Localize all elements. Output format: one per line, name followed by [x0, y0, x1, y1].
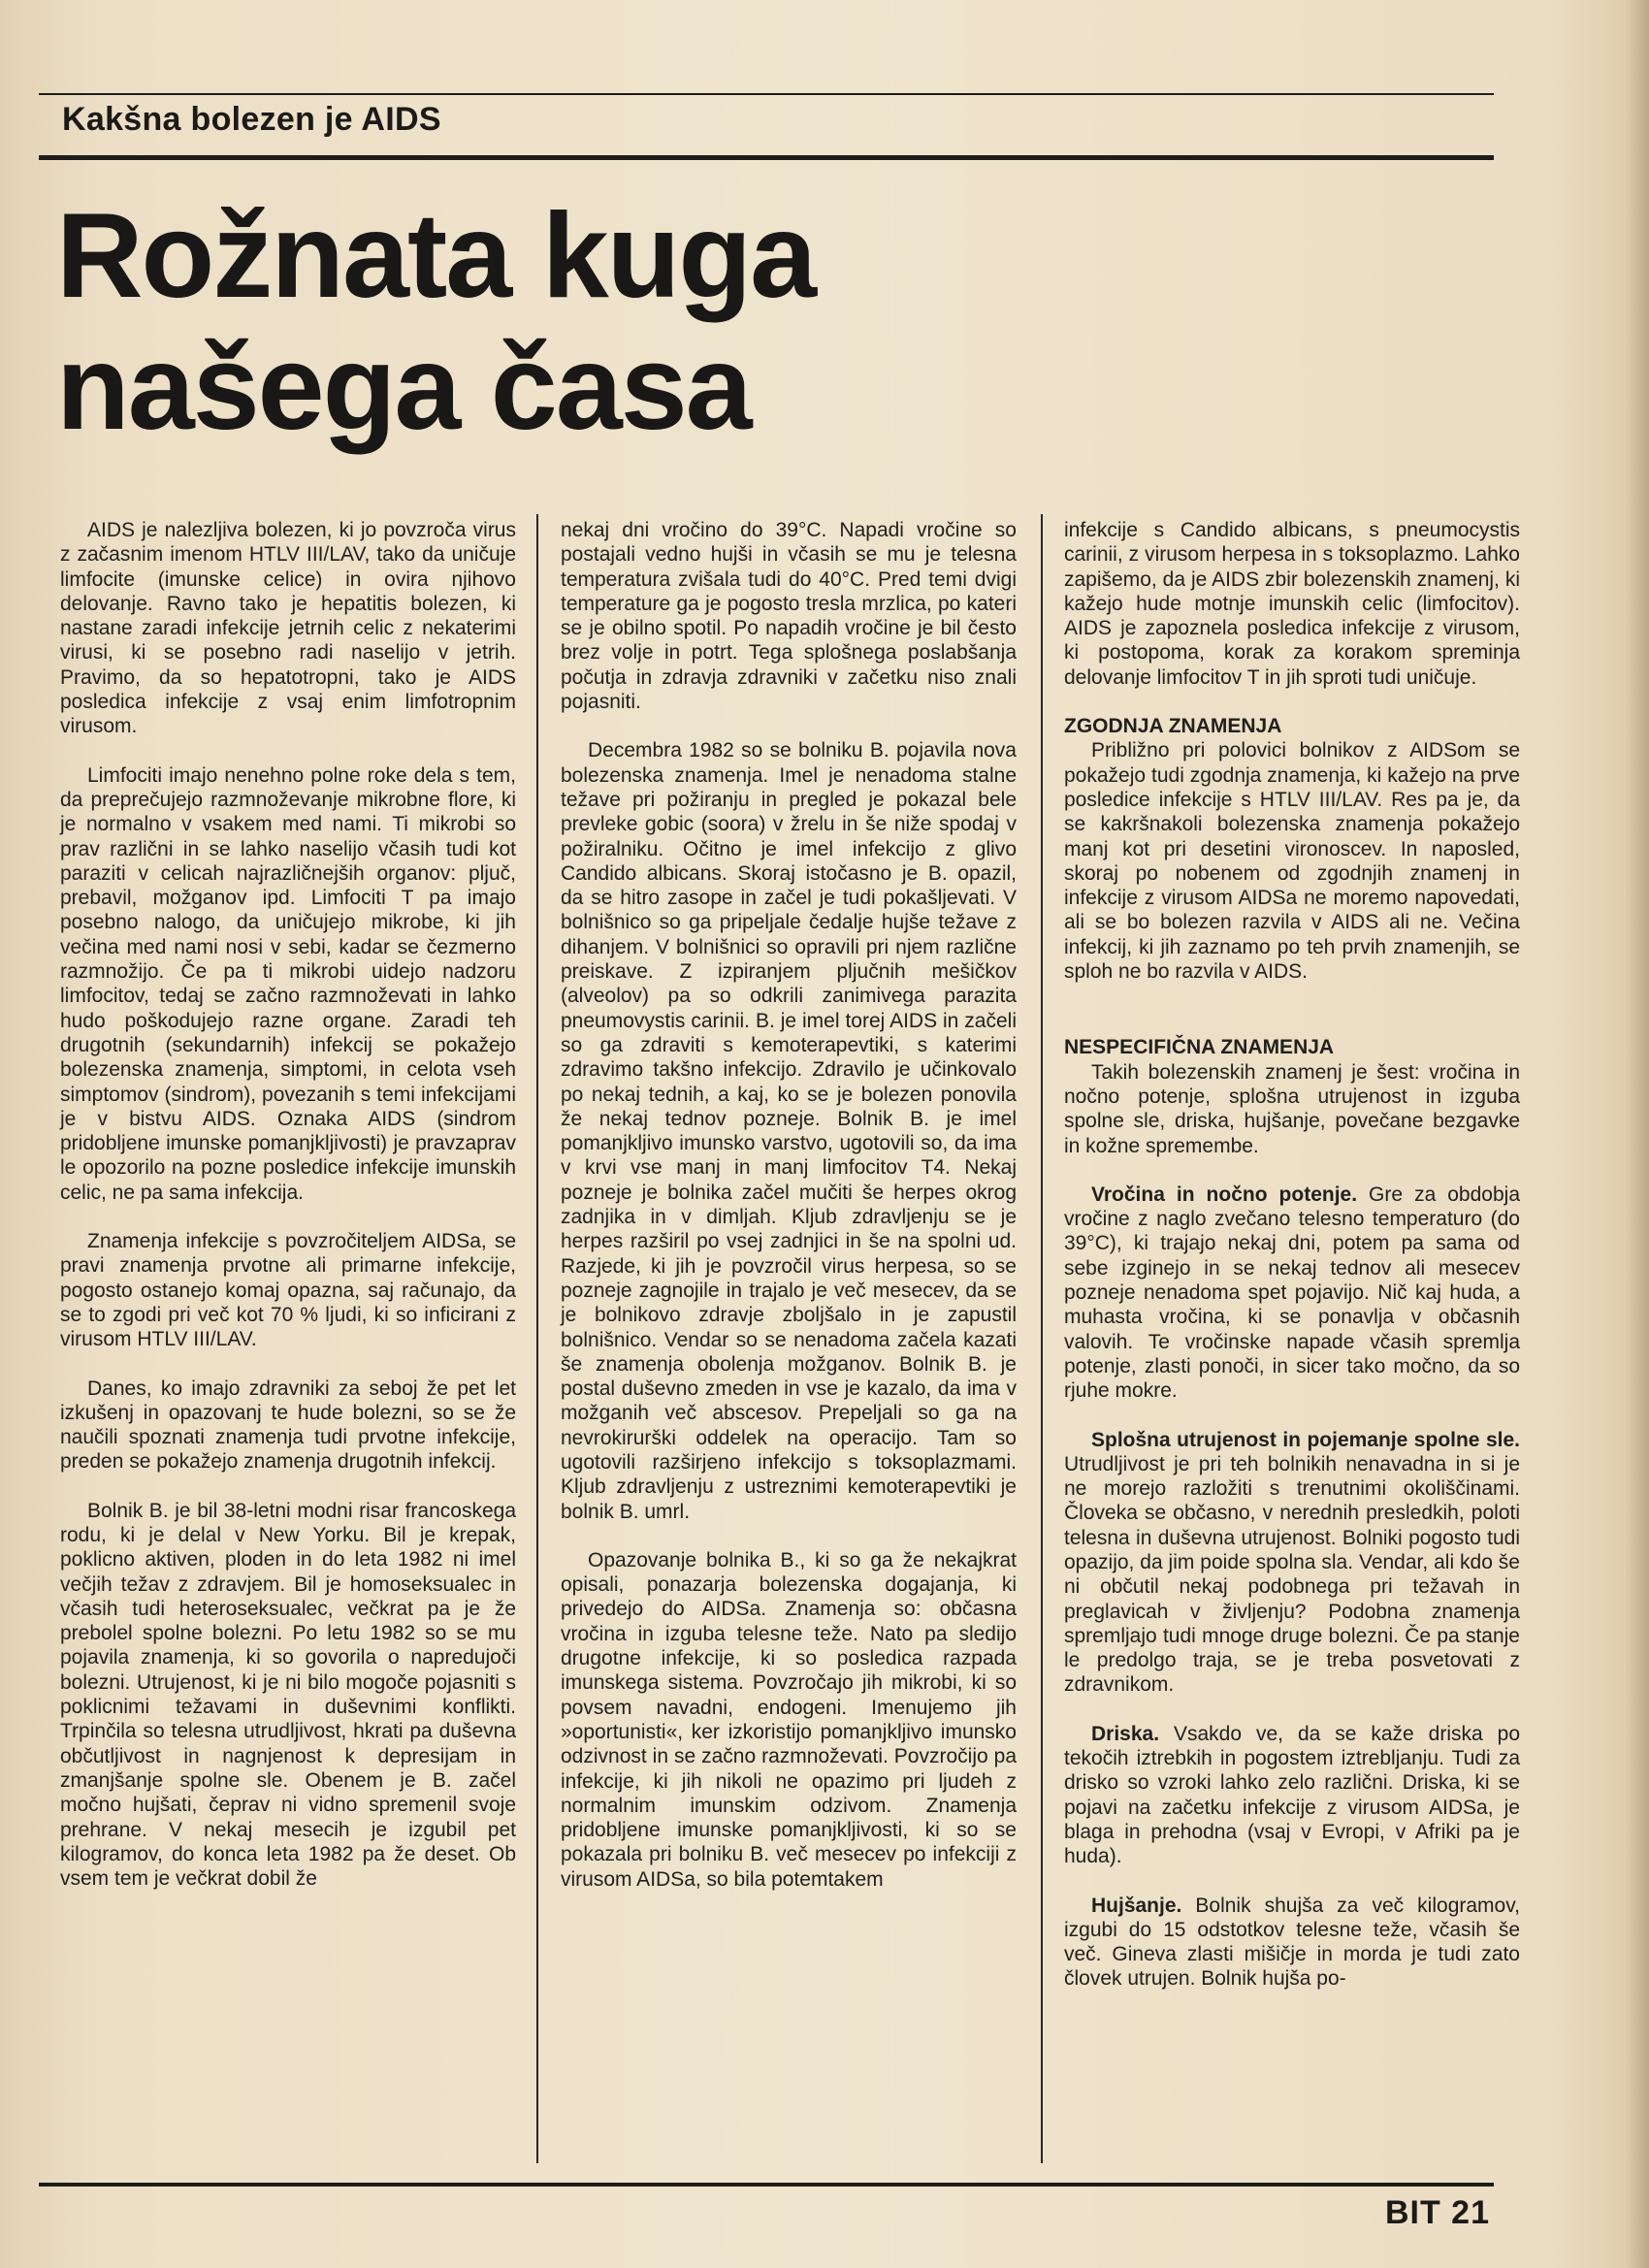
run-in-heading: Hujšanje. [1091, 1894, 1182, 1917]
paragraph: Danes, ko imajo zdravniki za seboj že pet let izkušenj in opazovanj te hude bolezni, so se že naučili spoznati znamenja tudi prvotne infekcije, preden se pokažejo znamenja drugotnih infekcij. [60, 1377, 516, 1474]
paragraph: nekaj dni vročino do 39°C. Napadi vročine so postajali vedno hujši in včasih se mu je telesna temperatura zvišala tudi do 40°C. Pred temi dvigi temperature ga je pogosto tresla mrzlica, po kateri se je obilno spotil. Po napadih vročine je bil često brez volje in potrt. Tega splošnega poslabšanja počutja in zdravja zdravniki v začetku niso znali pojasniti. [561, 519, 1017, 714]
run-in-text: Gre za obdobja vročine z naglo zvečano telesno temperaturo (do 39°C), ki trajajo nekaj dni, potem pa sama od sebe izginejo in se nekaj tednov ali mesecev pozneje nenadoma spet pojavijo. Nič kaj huda, a muhasta vročina, ki se ponavlja v občasnih valovih. Te vročinske napade včasih spremlja potenje, zlasti ponoči, in sicer tako močno, da so rjuhe mokre. [1064, 1183, 1520, 1403]
page-footer [1385, 2194, 1490, 2232]
paragraph-hujsanje [1064, 1894, 1520, 1992]
paragraph: infekcije s Candido albicans, s pneumocystis carinii, z virusom herpesa in s toksoplazmo. Lahko zapišemo, da je AIDS zbir bolezenskih znamenj, ki kažejo hude motnje imunskih celic (limfocitov). AIDS je zapoznela posledica infekcije z virusom, ki postopoma, korak za korakom spreminja delovanje limfocitov T in jih sproti tudi uničuje. [1064, 519, 1520, 689]
paragraph-vrocina [1064, 1183, 1520, 1404]
top-rule [39, 93, 1494, 95]
kicker-rule [39, 155, 1494, 160]
run-in-text: Utrudljivost je pri teh bolnikih nenavadna in si je ne morejo razložiti s trenutnimi okoliščinami. Človeka se občasno, v nerednih presledkih, poloti telesna in duševna utrujenost. Bolniki pogosto tudi opazijo, da jim poide spolna sla. Vendar, ali kdo še ni občutil nekaj podobnega pri težavah in preglavicah v življenju? Podobna znamenja spremljajo tudi mnoge druge bolezni. Če pa stanje le predolgo traja, se je treba posvetovati z zdravnikom. [1064, 1452, 1520, 1697]
article-column-3 [1064, 518, 1520, 2016]
run-in-text: Bolnik shujša za več kilogramov, izgubi do 15 odstotkov telesne teže, včasih še več. Gineva zlasti mišičje in morda je tudi zato človek utrujen. Bolnik hujša po- [1064, 1894, 1520, 1991]
section-gap [1064, 1008, 1520, 1035]
column-divider-2 [1041, 514, 1043, 2163]
paragraph-utrujenost [1064, 1428, 1520, 1698]
paragraph: Limfociti imajo nenehno polne roke dela s tem, da preprečujejo razmnoževanje mikrobne flore, ki je normalno v vsakem med nami. Ti mikrobi so prav različni in se lahko naselijo včasih tudi kot paraziti v celicah najrazličnejših organov: pljuč, prebavil, možganov ipd. Limfociti T pa imajo posebno nalogo, da uničujejo mikrobe, ki jih večina med nami nosi v sebi, kadar se čezmerno razmnožijo. Če pa ti mikrobi uidejo nadzoru limfocitov, tedaj se začno razmnoževati in lahko hudo poškodujejo razne organe. Zaradi teh drugotnih (sekundarnih) infekcij se pokažejo bolezenska znamenja, simptomi, in celota vseh simptomov (sindrom), povezanih s temi infekcijami je v bistvu AIDS. Oznaka AIDS (sindrom pridobljene imunske pomanjkljivosti) je pravzaprav le opozorilo na pozne posledice infekcije imunskih celic, ne pa sama infekcija. [60, 763, 516, 1204]
column-divider-1 [536, 514, 538, 2163]
section-kicker: Kakšna bolezen je AIDS [62, 101, 441, 138]
page-edge-shadow [1624, 0, 1649, 2268]
paragraph: Decembra 1982 so se bolniku B. pojavila nova bolezenska znamenja. Imel je nenadoma stalne težave pri požiranju in pregled je pokazal bele prevleke gobic (soora) v žrelu in še niže spodaj v požiralniku. Očitno je imel infekcijo z glivo Candido albicans. Skoraj istočasno je B. opazil, da se hitro zasope in začel je tudi pokašljevati. V bolnišnico so ga pripeljale čedalje hujše težave z dihanjem. V bolnišnici so opravili pri njem različne preiskave. Z izpiranjem pljučnih mešičkov (alveolov) pa so odkrili zanimivega parazita pneumovystis carinii. B. je imel torej AIDS in začeli so ga zdraviti s kemoterapevtiki, s katerimi zdravimo takšno infekcijo. Zdravilo je učinkovalo po nekaj tednih, a kaj, ko se je bolezen ponovila že nekaj tednov pozneje. Bolnik B. je imel pomanjkljivo imunsko varstvo, ugotovili so, da ima v krvi vse manj in manj limfocitov T4. Nekaj pozneje je bolnika začel mučiti še herpes okrog zadnjika in v dimljah. Kljub zdravljenju se je herpes razširil po vsej zadnjici in še na spolni ud. Razjede, ki jih je povzročil virus herpesa, so se pozneje zagnojile in trajalo je več mesecev, da se je bolnikovo zdravje zboljšalo in je zapustil bolnišnico. Vendar so se nenadoma začela kazati še znamenja obolenja možganov. Bolnik B. je postal duševno zmeden in vse je kazalo, da ima v možganih več abscesov. Prepeljali so ga na nevrokirurški oddelek na operacijo. Tam so ugotovili razširjeno infekcijo s toksoplazmami. Kljub zdravljenju z ustreznimi kemoterapevtiki je bolnik B. umrl. [561, 739, 1017, 1523]
article-column-2 [561, 518, 1017, 1916]
paragraph: Bolnik B. je bil 38-letni modni risar francoskega rodu, ki je delal v New Yorku. Bil je krepak, poklicno aktiven, ploden in do leta 1982 ni imel večjih težav z zdravjem. Bil je homoseksualec in včasih tudi heteroseksualec, večkrat pa je že prebolel spolne bolezni. Po letu 1982 so se mu pojavila znamenja, ki so govorila o napredujoči bolezni. Utrujenost, ki je ni bilo mogoče pojasniti s poklicnimi težavami in duševnimi konflikti. Trpinčila so telesna utrudljivost, hkrati pa duševna občutljivost in nagnjenost k depresijam in zmanjšanje spolne sle. Obenem je B. začel močno hujšati, čeprav ni vidno spremenil svoje prehrane. V nekaj mesecih je izgubil pet kilogramov, do konca leta 1982 pa že deset. Ob vsem tem je večkrat dobil že [60, 1499, 516, 1891]
bottom-rule [39, 2183, 1494, 2187]
run-in-heading: Splošna utrujenost in pojemanje spolne sle. [1091, 1428, 1520, 1451]
headline-line-1: Rožnata kuga [56, 189, 816, 323]
headline [56, 190, 815, 454]
page-number: 21 [1451, 2194, 1490, 2231]
paragraph-driska [1064, 1722, 1520, 1869]
run-in-heading: Driska. [1091, 1722, 1160, 1745]
paragraph: Znamenja infekcije s povzročiteljem AIDSa, se pravi znamenja prvotne ali primarne infekcije, pogosto ostanejo komaj opazna, saj računajo, da se to zgodi pri več kot 70 % ljudi, ki so inficirani z virusom HTLV III/LAV. [60, 1230, 516, 1351]
article-column-1 [60, 518, 516, 1915]
magazine-name: BIT [1384, 2194, 1441, 2231]
run-in-heading: Vročina in nočno potenje. [1091, 1183, 1358, 1206]
paragraph: AIDS je nalezljiva bolezen, ki jo povzroča virus z začasnim imenom HTLV III/LAV, tako da uničuje limfocite (imunske celice) in ovira njihovo delovanje. Ravno tako je hepatitis bolezen, ki nastane zaradi infekcije jetrnih celic z nekaterimi virusi, ki se posebno radi naselijo v jetrih. Pravimo, da so hepatotropni, tako je AIDS posledica infekcije z vsaj enim limfotropnim virusom. [60, 519, 516, 738]
paragraph: Opazovanje bolnika B., ki so ga že nekajkrat opisali, ponazarja bolezenska dogajanja, ki privedejo do AIDSa. Znamenja so: občasna vročina in izguba telesne teže. Nato pa sledijo drugotne infekcije, ki so posledica razpada imunskega sistema. Povzročajo jih mikrobi, ki so povsem navadni, endogeni. Imenujemo jih »oportunisti«, ker izkoristijo pomanjkljivo imunsko odzivnost in se začno razmnoževati. Povzročijo pa infekcije, ki jih nikoli ne opazimo pri ljudeh z normalnim imunskim odzivom. Znamenja pridobljene imunske pomanjkljivosti, ki so se pokazala pri bolniku B. več mesecev po infekciji z virusom AIDSa, so bila potemtakem [561, 1548, 1017, 1891]
run-in-text: Vsakdo ve, da se kaže driska po tekočih iztrebkih in pogostem iztrebljanju. Tudi za drisko so vzroki lahko zelo različni. Driska, ki se pojavi na začetku infekcije z virusom AIDSa, je blaga in prehodna (vsaj v Evropi, v Afriki pa je huda). [1064, 1722, 1520, 1868]
paragraph: Približno pri polovici bolnikov z AIDSom se pokažejo tudi zgodnja znamenja, ki kažejo na prve posledice infekcije s HTLV III/LAV. Res pa je, da se kakršnakoli bolezenska znamenja pokažejo manj kot pri desetini vironoscev. In naposled, skoraj po nobenem od zgodnjih znamenj in infekcije z virusom AIDSa ne moremo napovedati, ali se bo bolezen razvila v AIDS ali ne. Večina infekcij, ki jih zaznamo po teh prvih znamenjih, se sploh ne bo razvila v AIDS. [1064, 739, 1520, 984]
paragraph: Takih bolezenskih znamenj je šest: vročina in nočno potenje, splošna utrujenost in izguba spolne sle, driska, hujšanje, povečane bezgavke in kožne spremembe. [1064, 1060, 1520, 1157]
subheading-zgodnja-znamenja: ZGODNJA ZNAMENJA [1064, 715, 1282, 738]
headline-line-2: našega časa [56, 321, 751, 455]
subheading-nespecificna-znamenja: NESPECIFIČNA ZNAMENJA [1064, 1036, 1335, 1059]
